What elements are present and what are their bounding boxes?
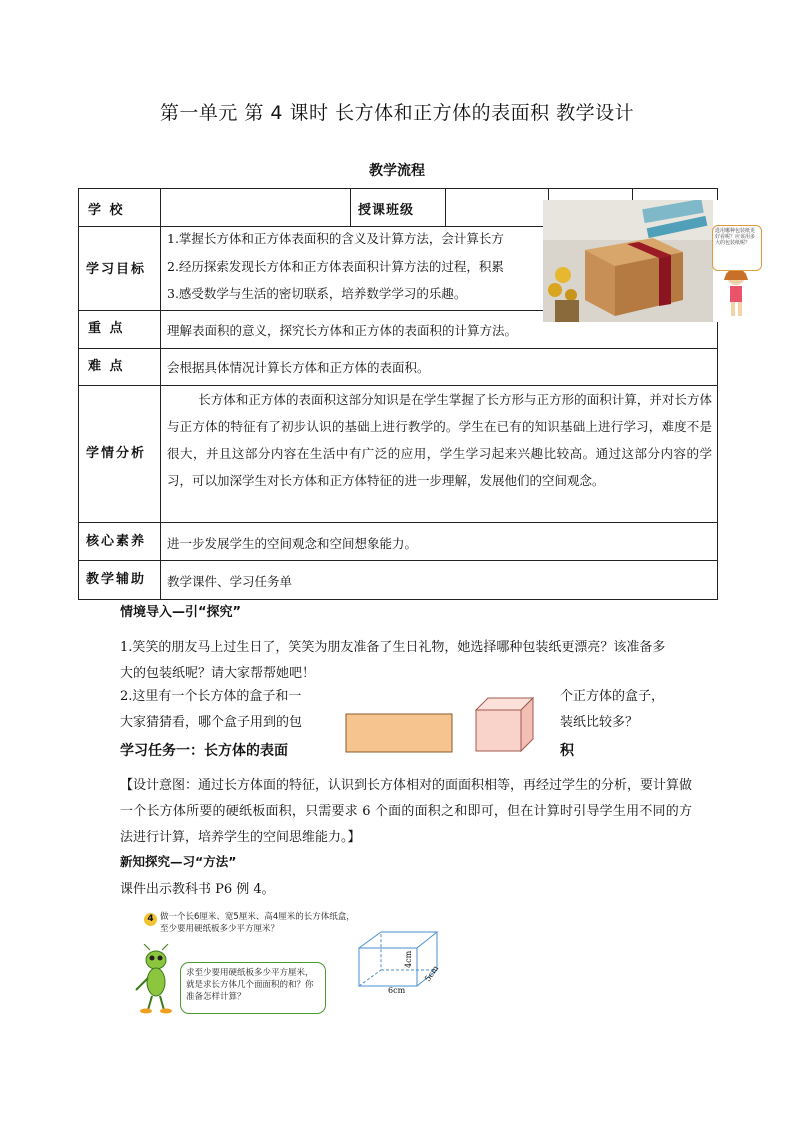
- core-text: 进一步发展学生的空间观念和空间想象能力。: [167, 536, 418, 551]
- section2-paragraph: 课件出示教科书 P6 例 4。: [120, 882, 275, 897]
- section1-p2-right-1: 个正方体的盒子，: [560, 689, 665, 704]
- dim-length-label: 6cm: [388, 986, 406, 995]
- analysis-text: 长方体和正方体的表面积这部分知识是在学生掌握了长方形与正方形的面积计算，并对长方体与正方体的特征有了初步认识的基础上进行教学的。学生在已有的知识基础上进行学习，难度不是很大，并且这部分内容在生活中有广泛的应用，学生学习起来兴趣比较高。通过这部分内容的学习，可以加深学生对长方体和正方体特征的进一步理解，发展他们的空间观念。: [167, 392, 712, 488]
- core-label: 核心素养: [86, 534, 147, 549]
- example-hint-bubble: 求至少要用硬纸板多少平方厘米， 就是求长方体几个面面积的和？你准备怎样计算？: [180, 962, 326, 1014]
- analysis-label: 学情分析: [86, 446, 147, 461]
- aids-label: 教学辅助: [86, 572, 147, 587]
- gift-box-illustration: [543, 200, 719, 322]
- section1-p2-right-2: 装纸比较多？: [560, 715, 639, 730]
- grasshopper-mascot-icon: [130, 944, 180, 1014]
- goals-label: 学习目标: [86, 262, 147, 277]
- example-number: 4: [144, 913, 157, 926]
- section-subtitle: 教学流程: [369, 163, 425, 179]
- aids-text: 教学课件、学习任务单: [167, 574, 293, 589]
- page-title: 第一单元 第 4 课时 长方体和正方体的表面积 教学设计: [159, 102, 635, 124]
- class-label: 授课班级: [358, 203, 415, 218]
- section2-heading: 新知探究—习“方法”: [120, 854, 237, 869]
- school-label: 学 校: [88, 203, 125, 218]
- cuboid-box-image: [345, 713, 453, 757]
- section1-paragraph-1: 1.笑笑的朋友马上过生日了，笑笑为朋友准备了生日礼物，她选择哪种包装纸更漂亮？该准备多大的包装纸呢？请大家帮帮她吧！: [120, 640, 666, 681]
- dim-height-label: 4cm: [404, 950, 413, 968]
- section1-heading: 情境导入—引“探究”: [120, 605, 242, 620]
- task1-heading-left: 学习任务一：长方体的表面: [120, 743, 288, 759]
- key-points-label: 重 点: [88, 321, 125, 336]
- difficulty-text: 会根据具体情况计算长方体和正方体的表面积。: [167, 360, 430, 375]
- photo-speech-bubble: 选用哪种包装纸更好看呢？应该用多大的包装纸呢？: [712, 225, 762, 271]
- difficulty-label: 难 点: [88, 359, 125, 374]
- goal-2: 2.经历探索发现长方体和正方体表面积计算方法的过程，积累: [167, 259, 504, 274]
- goal-3: 3.感受数学与生活的密切联系，培养数学学习的乐趣。: [167, 286, 467, 301]
- goal-1: 1.掌握长方体和正方体表面积的含义及计算方法，会计算长方: [167, 231, 504, 246]
- dim-width-label: 5cm: [423, 963, 441, 984]
- girl-icon: [712, 262, 762, 322]
- key-points-text: 理解表面积的意义，探究长方体和正方体的表面积的计算方法。: [167, 323, 518, 338]
- gift-box-photo: [543, 200, 719, 322]
- section1-p2-left-2: 大家猜猜看，哪个盒子用到的包: [120, 715, 303, 730]
- cube-box-image: [475, 697, 535, 757]
- task1-heading-right: 积: [560, 743, 574, 759]
- design-intent: 【设计意图：通过长方体面的特征，认识到长方体相对的面面积相等，再经过学生的分析，要计算做一个长方体所要的硬纸板面积，只需要求 6 个面的面积之和即可，但在计算时引导学生用不同的方法进行计算，培养学生的空间思维能力。】: [120, 778, 693, 845]
- example-question: 做一个长6厘米、宽5厘米、高4厘米的长方体纸盒，至少要用硬纸板多少平方厘米？: [160, 912, 355, 934]
- section1-p2-left-1: 2.这里有一个长方体的盒子和一: [120, 689, 302, 704]
